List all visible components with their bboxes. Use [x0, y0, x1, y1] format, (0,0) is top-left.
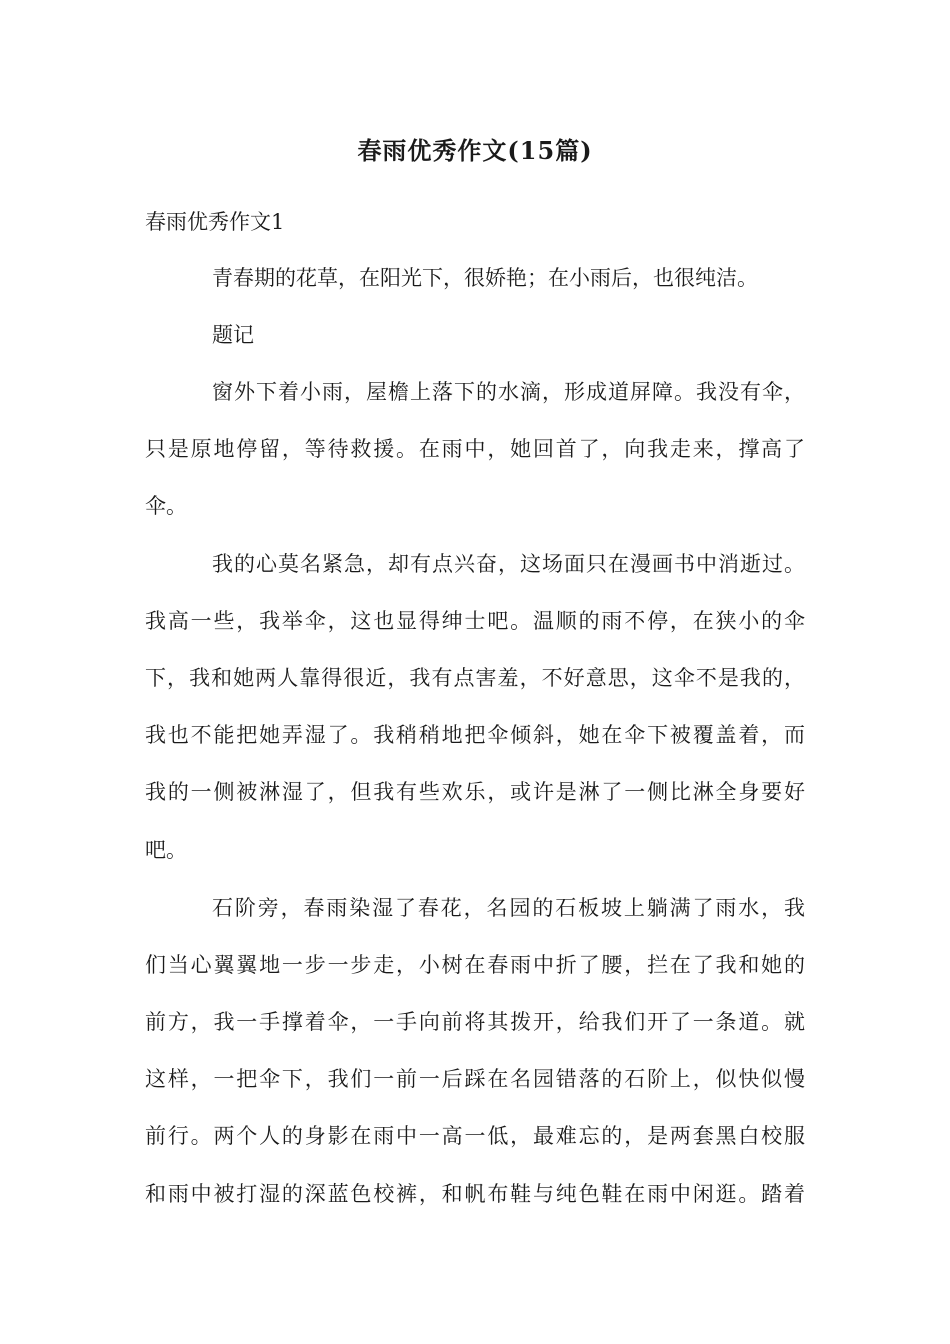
document-title: 春雨优秀作文(15篇) — [357, 136, 593, 165]
paragraph-line: 前行。两个人的身影在雨中一高一低，最难忘的，是两套黑白校服 — [145, 1124, 805, 1148]
section-heading: 春雨优秀作文1 — [145, 210, 285, 234]
paragraph-line: 前方，我一手撑着伞，一手向前将其拨开，给我们开了一条道。就 — [145, 1010, 805, 1034]
paragraph-line: 我也不能把她弄湿了。我稍稍地把伞倾斜，她在伞下被覆盖着，而 — [145, 723, 805, 747]
paragraph-line: 们当心翼翼地一步一步走，小树在春雨中折了腰，拦在了我和她的 — [145, 953, 805, 977]
paragraph-line: 我高一些，我举伞，这也显得绅士吧。温顺的雨不停，在狭小的伞 — [145, 609, 805, 633]
paragraph-line: 吧。 — [145, 838, 187, 862]
paragraph-line: 下，我和她两人靠得很近，我有点害羞，不好意思，这伞不是我的， — [145, 666, 805, 690]
paragraph-line: 伞。 — [145, 494, 187, 518]
paragraph-line: 青春期的花草，在阳光下，很娇艳；在小雨后，也很纯洁。 — [212, 266, 758, 290]
paragraph-line: 石阶旁，春雨染湿了春花，名园的石板坡上躺满了雨水，我 — [212, 896, 805, 920]
paragraph-line: 只是原地停留，等待救援。在雨中，她回首了，向我走来，撑高了 — [145, 437, 805, 461]
paragraph-line: 我的心莫名紧急，却有点兴奋，这场面只在漫画书中消逝过。 — [212, 552, 805, 576]
paragraph-line: 题记 — [212, 323, 254, 347]
paragraph-line: 我的一侧被淋湿了，但我有些欢乐，或许是淋了一侧比淋全身要好 — [145, 780, 805, 804]
paragraph-line: 窗外下着小雨，屋檐上落下的水滴，形成道屏障。我没有伞， — [212, 380, 805, 404]
paragraph-line: 这样，一把伞下，我们一前一后踩在名园错落的石阶上，似快似慢 — [145, 1067, 805, 1091]
paragraph-line: 和雨中被打湿的深蓝色校裤，和帆布鞋与纯色鞋在雨中闲逛。踏着 — [145, 1182, 805, 1206]
